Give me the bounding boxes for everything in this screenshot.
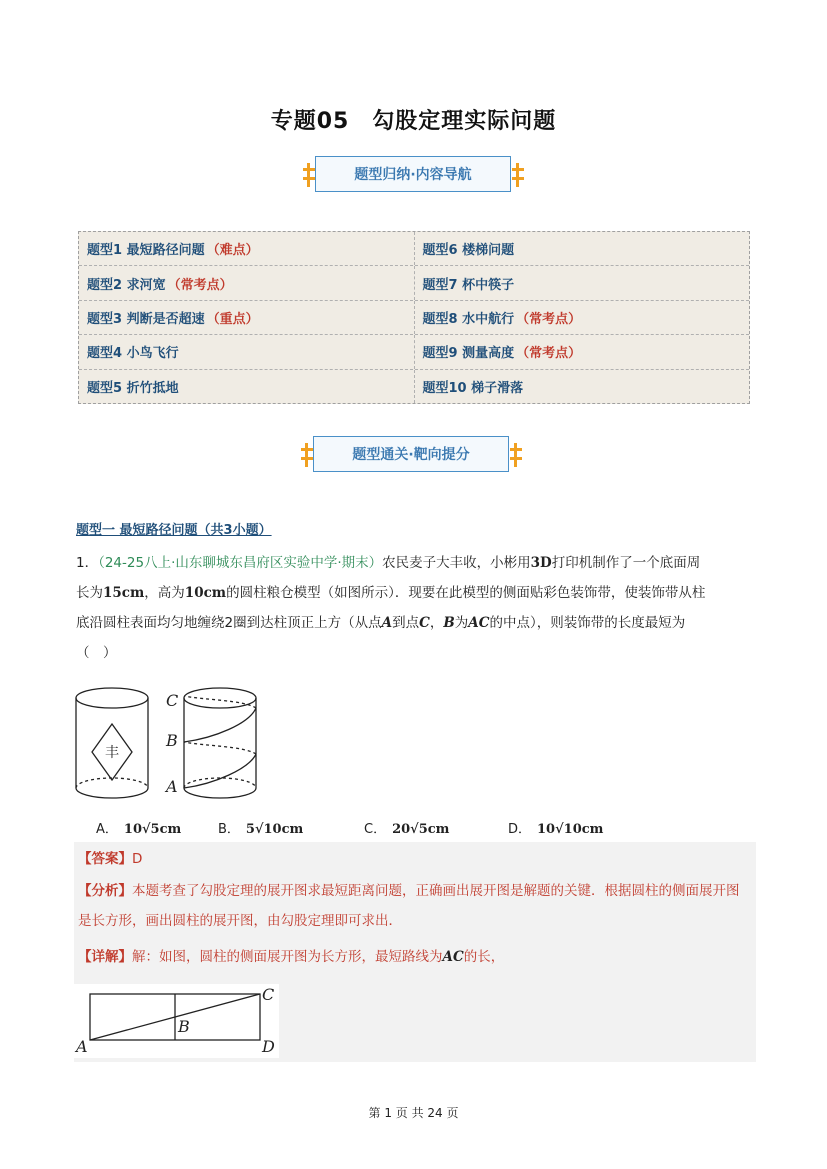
- nav-item[interactable]: 题型2 求河宽 （常考点）: [79, 266, 415, 299]
- rect-point-c-label: C: [262, 985, 275, 1004]
- nav-banner: [315, 156, 511, 192]
- point-b-label: B: [166, 731, 178, 750]
- nav-row: [79, 232, 749, 266]
- nav-row: [79, 266, 749, 300]
- rect-point-a-label: A: [76, 1037, 88, 1056]
- nav-item[interactable]: 题型8 水中航行 （常考点）: [422, 311, 582, 327]
- grain-silo-cylinder: [76, 688, 148, 798]
- wrapped-cylinder: [184, 688, 256, 798]
- nav-item[interactable]: 题型3 判断是否超速 （重点）: [79, 301, 415, 334]
- question-number: 1．: [76, 555, 99, 571]
- banner-deco-right-icon: [512, 166, 524, 184]
- topic-nav-table: [78, 231, 750, 404]
- option-b[interactable]: B． 5√10cm: [218, 822, 304, 837]
- point-a-label: A: [166, 777, 178, 796]
- nav-item[interactable]: 题型7 杯中筷子: [422, 277, 515, 293]
- nav-item[interactable]: 题型6 楼梯问题: [422, 243, 515, 259]
- nav-item[interactable]: 题型5 折竹抵地: [79, 370, 415, 403]
- point-c-label: C: [166, 691, 179, 710]
- answer-line: 【答案】D: [78, 851, 143, 867]
- analysis-text: 【分析】本题考查了勾股定理的展开图求最短距离问题，正确画出展开图是解题的关键．根据圆柱的侧面展开图是长方形，画出圆柱的展开图，由勾股定理即可求出．: [78, 883, 740, 929]
- question-source: （24-25八上·山东聊城东昌府区实验中学·期末）: [98, 555, 383, 571]
- nav-row: [79, 335, 749, 369]
- option-a[interactable]: A． 10√5cm: [96, 822, 182, 837]
- nav-banner-label: 题型归纳·内容导航: [315, 156, 511, 192]
- emblem-label: 丰: [105, 745, 119, 761]
- option-d[interactable]: D． 10√10cm: [508, 822, 604, 837]
- rect-point-d-label: D: [262, 1037, 275, 1056]
- option-c[interactable]: C． 20√5cm: [364, 822, 450, 837]
- nav-item[interactable]: 题型4 小鸟飞行: [79, 335, 415, 368]
- nav-row: [79, 370, 749, 403]
- nav-item[interactable]: 题型9 测量高度 （常考点）: [422, 346, 582, 362]
- nav-item[interactable]: 题型10 梯子滑落: [422, 380, 524, 396]
- answer-block: [74, 842, 756, 1062]
- question-text: 1．（24-25八上·山东聊城东昌府区实验中学·期末）农民麦子大丰收，小彬用3D打印机制作了一个底面周 长为15cm，高为10cm的圆柱粮仓模型（如图所示）．现要在此模型的侧面贴彩色装饰带，使装饰带从柱 底沿圆柱表面均匀地缠绕2圈到达柱顶正上方（从点A到点C，B为AC的中点），则装饰带的长度最短为 （ ）: [76, 555, 706, 661]
- rect-point-b-label: B: [178, 1017, 190, 1036]
- page-footer: 第 1 页 共 24 页: [368, 1106, 459, 1120]
- banner-deco-right-icon: [510, 446, 522, 464]
- nav-row: [79, 301, 749, 335]
- nav-item[interactable]: 题型1 最短路径问题 （难点）: [79, 232, 415, 265]
- section-title: 题型一 最短路径问题（共3小题）: [76, 523, 272, 538]
- practice-banner: [313, 436, 509, 472]
- banner-deco-left-icon: [303, 166, 315, 184]
- page-title: 专题05 勾股定理实际问题: [270, 109, 557, 134]
- cylinder-figure: [74, 684, 264, 804]
- practice-banner-label: 题型通关·靶向提分: [313, 436, 509, 472]
- unfolded-rectangle-figure: [74, 984, 279, 1058]
- banner-deco-left-icon: [301, 446, 313, 464]
- detail-text: 【详解】解：如图，圆柱的侧面展开图为长方形，最短路线为AC的长，: [78, 949, 505, 965]
